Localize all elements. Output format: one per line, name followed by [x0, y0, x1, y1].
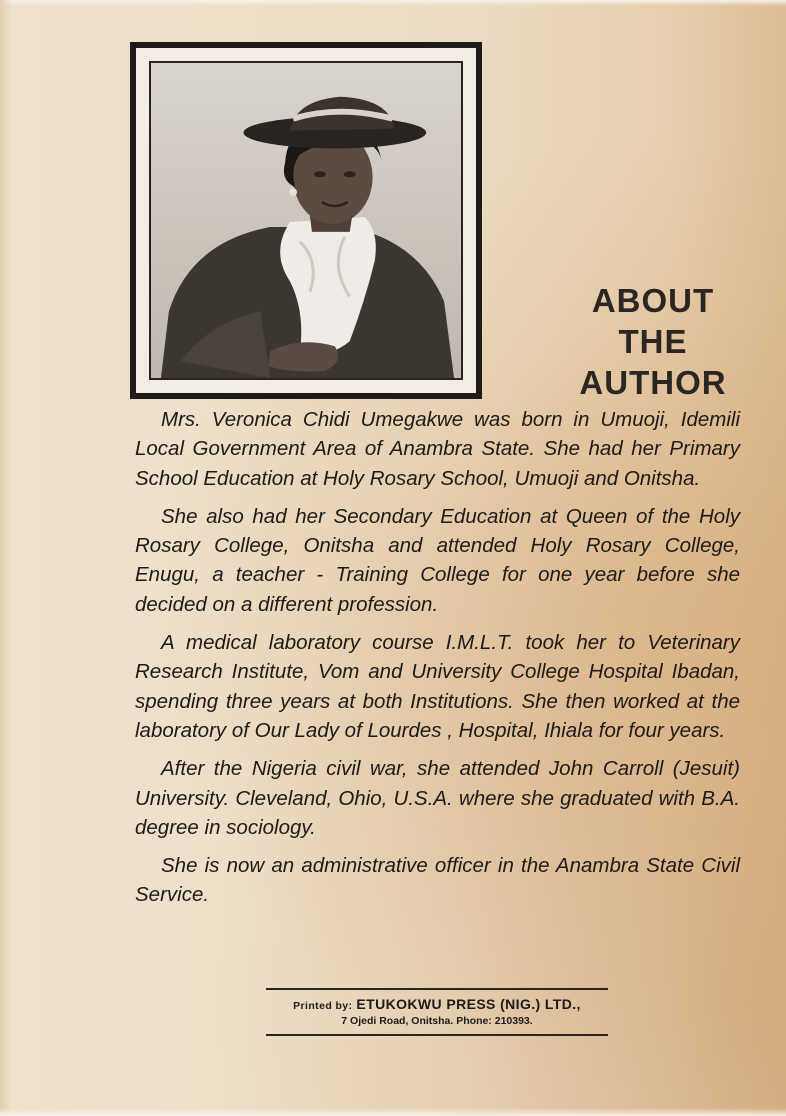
author-photo — [149, 61, 463, 380]
page-edge — [0, 0, 12, 1116]
heading-line: ABOUT — [591, 282, 715, 319]
author-portrait-image — [151, 63, 461, 378]
biography-paragraph: After the Nigeria civil war, she attended John Carroll (Jesuit) University. Cleveland, Ohio, U.S.A. where she graduated with B.A. degree in sociology. — [135, 757, 740, 839]
biography-paragraph: Mrs. Veronica Chidi Umegakwe was born in Umuoji, Idemili Local Government Area of Anambra State. She had her Primary School Education at Holy Rosary School, Umuoji and Onitsha. — [135, 408, 740, 490]
heading-line: AUTHOR — [579, 364, 727, 401]
imprint-divider — [266, 988, 608, 990]
printer-name: ETUKOKWU PRESS (NIG.) LTD., — [356, 996, 581, 1012]
page-edge — [0, 1108, 786, 1116]
author-photo-frame — [130, 42, 482, 399]
about-the-author-heading — [548, 280, 758, 403]
printer-address: 7 Ojedi Road, Onitsha. Phone: 210393. — [341, 1015, 533, 1027]
biography-paragraph: A medical laboratory course I.M.L.T. took her to Veterinary Research Institute, Vom and University College Hospital Ibadan, spending three years at both Institutions. She then worked at the laboratory of Our Lady of Lourdes , Hospital, Ihiala for four years. — [135, 631, 740, 742]
printer-name-line — [266, 996, 608, 1012]
printer-imprint — [266, 996, 608, 1027]
biography-paragraph: She is now an administrative officer in the Anambra State Civil Service. — [135, 854, 740, 907]
printed-by-label: Printed by: — [293, 1000, 353, 1012]
imprint-divider — [266, 1034, 608, 1036]
biography-paragraph: She also had her Secondary Education at Queen of the Holy Rosary College, Onitsha and attended Holy Rosary College, Enugu, a teacher - Training College for one year before she decided on a different profession. — [135, 504, 740, 616]
author-biography — [135, 405, 740, 919]
heading-line: THE — [618, 323, 688, 360]
page-edge — [0, 0, 786, 6]
